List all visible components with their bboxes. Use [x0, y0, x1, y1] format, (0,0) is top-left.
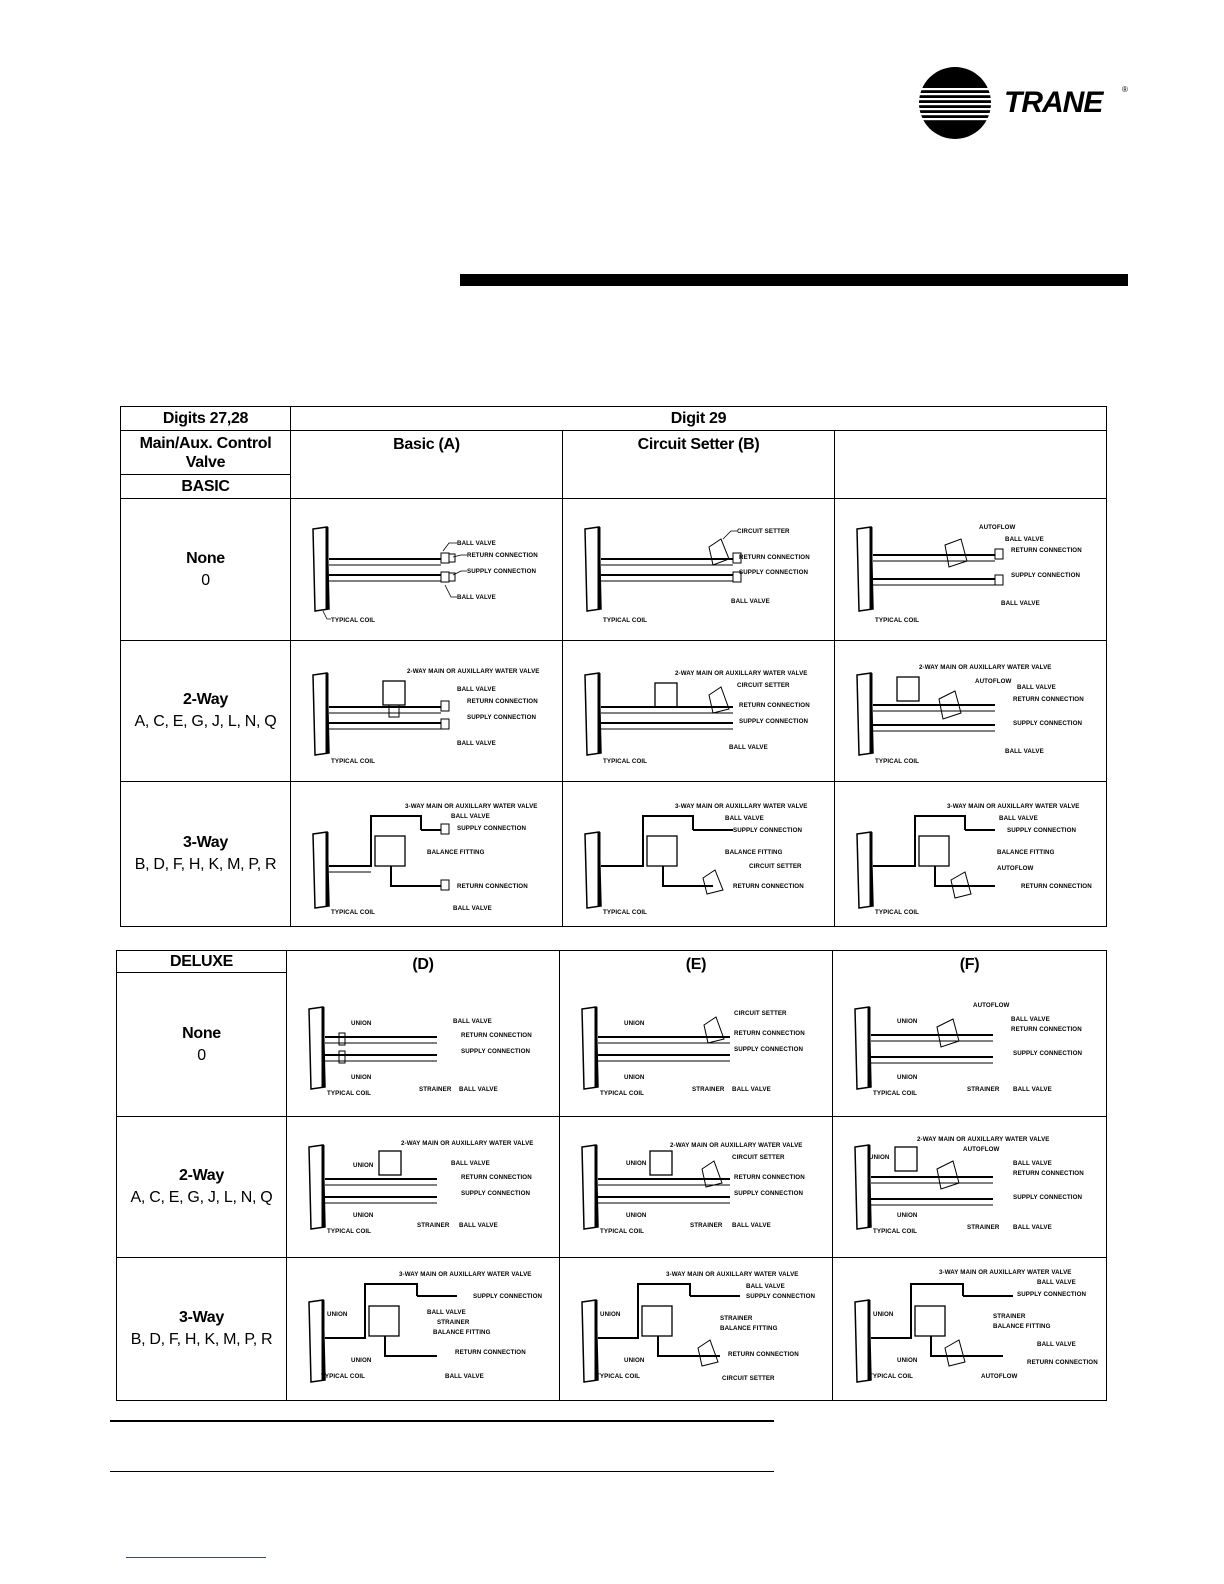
svg-text:BALL VALVE: BALL VALVE [451, 813, 490, 820]
svg-text:BALL VALVE: BALL VALVE [427, 1309, 466, 1316]
section-label-basic: BASIC [121, 475, 291, 499]
svg-text:UNION: UNION [351, 1357, 372, 1364]
diagram-deluxe-none-f [833, 951, 1107, 1117]
svg-text:AUTOFLOW: AUTOFLOW [981, 1373, 1018, 1380]
svg-text:RETURN CONNECTION: RETURN CONNECTION [1011, 1026, 1082, 1033]
svg-text:UNION: UNION [873, 1311, 894, 1318]
diagram-basic-none-a [291, 499, 563, 641]
svg-text:BALL VALVE: BALL VALVE [1011, 1016, 1050, 1023]
svg-text:SUPPLY CONNECTION: SUPPLY CONNECTION [739, 718, 809, 725]
svg-text:SUPPLY CONNECTION: SUPPLY CONNECTION [467, 714, 537, 721]
svg-text:2-WAY MAIN OR AUXILLARY WATER: 2-WAY MAIN OR AUXILLARY WATER VALVE [407, 668, 540, 675]
svg-text:RETURN CONNECTION: RETURN CONNECTION [734, 1174, 805, 1181]
svg-text:AUTOFLOW: AUTOFLOW [973, 1002, 1010, 1009]
svg-text:3-WAY MAIN OR AUXILLARY WATER: 3-WAY MAIN OR AUXILLARY WATER VALVE [405, 803, 538, 810]
svg-text:BALL VALVE: BALL VALVE [731, 598, 770, 605]
diagram-basic-3way-a [291, 782, 563, 927]
svg-text:BALL VALVE: BALL VALVE [746, 1283, 785, 1290]
diagram-deluxe-3way-d [287, 1258, 560, 1401]
svg-text:TYPICAL COIL: TYPICAL COIL [875, 758, 920, 765]
svg-text:UNION: UNION [624, 1074, 645, 1081]
svg-text:AUTOFLOW: AUTOFLOW [979, 524, 1016, 531]
svg-text:STRAINER: STRAINER [720, 1315, 753, 1322]
svg-text:SUPPLY CONNECTION: SUPPLY CONNECTION [457, 825, 527, 832]
svg-text:BALL VALVE: BALL VALVE [457, 594, 496, 601]
svg-text:AUTOFLOW: AUTOFLOW [963, 1146, 1000, 1153]
svg-text:RETURN CONNECTION: RETURN CONNECTION [1021, 883, 1092, 890]
svg-text:BALANCE FITTING: BALANCE FITTING [427, 849, 485, 856]
svg-text:SUPPLY CONNECTION: SUPPLY CONNECTION [734, 1190, 804, 1197]
svg-text:CIRCUIT SETTER: CIRCUIT SETTER [732, 1154, 785, 1161]
svg-text:TYPICAL COIL: TYPICAL COIL [873, 1228, 918, 1235]
section-label-deluxe: DELUXE [117, 951, 287, 973]
svg-text:UNION: UNION [353, 1212, 374, 1219]
svg-text:RETURN CONNECTION: RETURN CONNECTION [734, 1030, 805, 1037]
svg-text:UNION: UNION [626, 1212, 647, 1219]
svg-text:CIRCUIT SETTER: CIRCUIT SETTER [737, 682, 790, 689]
svg-text:TYPICAL COIL: TYPICAL COIL [331, 758, 376, 765]
svg-text:BALL VALVE: BALL VALVE [445, 1373, 484, 1380]
svg-text:SUPPLY CONNECTION: SUPPLY CONNECTION [734, 1046, 804, 1053]
svg-text:RETURN CONNECTION: RETURN CONNECTION [728, 1351, 799, 1358]
deluxe-row-label-3-way: 3-Way B, D, F, H, K, M, P, R [117, 1258, 287, 1401]
svg-text:TYPICAL COIL: TYPICAL COIL [875, 617, 920, 624]
svg-text:BALL VALVE: BALL VALVE [457, 540, 496, 547]
svg-text:STRAINER: STRAINER [437, 1319, 470, 1326]
svg-text:TYPICAL COIL: TYPICAL COIL [327, 1090, 372, 1097]
header-main-aux-control-valve: Main/Aux. Control Valve [121, 431, 291, 475]
diagram-basic-3way-b [563, 782, 835, 927]
svg-text:TYPICAL COIL: TYPICAL COIL [603, 758, 648, 765]
svg-text:CIRCUIT SETTER: CIRCUIT SETTER [734, 1010, 787, 1017]
svg-text:STRAINER: STRAINER [967, 1224, 1000, 1231]
svg-text:BALANCE FITTING: BALANCE FITTING [725, 849, 783, 856]
svg-text:SUPPLY CONNECTION: SUPPLY CONNECTION [473, 1293, 543, 1300]
svg-text:BALANCE FITTING: BALANCE FITTING [993, 1323, 1051, 1330]
svg-text:RETURN CONNECTION: RETURN CONNECTION [461, 1174, 532, 1181]
svg-text:UNION: UNION [897, 1074, 918, 1081]
row-label-3-way: 3-Way B, D, F, H, K, M, P, R [121, 782, 291, 927]
svg-text:SUPPLY CONNECTION: SUPPLY CONNECTION [739, 569, 809, 576]
svg-text:SUPPLY CONNECTION: SUPPLY CONNECTION [1013, 720, 1083, 727]
column-basic-a: Basic (A) [291, 431, 563, 499]
diagram-basic-2way-b [563, 641, 835, 782]
svg-text:SUPPLY CONNECTION: SUPPLY CONNECTION [1007, 827, 1077, 834]
svg-text:UNION: UNION [327, 1311, 348, 1318]
svg-text:RETURN CONNECTION: RETURN CONNECTION [733, 883, 804, 890]
svg-text:3-WAY MAIN OR AUXILLARY WATER: 3-WAY MAIN OR AUXILLARY WATER VALVE [939, 1269, 1072, 1276]
svg-text:UNION: UNION [897, 1212, 918, 1219]
svg-text:BALL VALVE: BALL VALVE [732, 1222, 771, 1229]
svg-text:CIRCUIT SETTER: CIRCUIT SETTER [737, 528, 790, 535]
diagram-basic-none-b [563, 499, 835, 641]
diagram-basic-3way-c [835, 782, 1107, 927]
svg-text:SUPPLY CONNECTION: SUPPLY CONNECTION [1011, 572, 1081, 579]
diagram-basic-2way-a [291, 641, 563, 782]
svg-text:SUPPLY CONNECTION: SUPPLY CONNECTION [1013, 1194, 1083, 1201]
svg-text:2-WAY MAIN OR AUXILLARY WATER: 2-WAY MAIN OR AUXILLARY WATER VALVE [401, 1140, 534, 1147]
column-blank [835, 431, 1107, 499]
svg-text:BALL VALVE: BALL VALVE [1037, 1279, 1076, 1286]
svg-text:STRAINER: STRAINER [993, 1313, 1026, 1320]
svg-text:RETURN CONNECTION: RETURN CONNECTION [739, 702, 810, 709]
svg-text:SUPPLY CONNECTION: SUPPLY CONNECTION [746, 1293, 816, 1300]
column-f: (F) [959, 956, 980, 973]
footnote-rule-1 [110, 1420, 774, 1422]
svg-text:TYPICAL COIL: TYPICAL COIL [331, 909, 376, 916]
trane-logo [918, 66, 1138, 140]
svg-text:TYPICAL COIL: TYPICAL COIL [869, 1373, 914, 1380]
svg-text:3-WAY MAIN OR AUXILLARY WATER: 3-WAY MAIN OR AUXILLARY WATER VALVE [947, 803, 1080, 810]
svg-text:BALL VALVE: BALL VALVE [453, 905, 492, 912]
diagram-deluxe-none-e [560, 951, 833, 1117]
svg-text:BALL VALVE: BALL VALVE [457, 740, 496, 747]
svg-text:SUPPLY CONNECTION: SUPPLY CONNECTION [1013, 1050, 1083, 1057]
diagram-deluxe-none-d [287, 951, 560, 1117]
svg-text:CIRCUIT SETTER: CIRCUIT SETTER [749, 863, 802, 870]
svg-text:BALL VALVE: BALL VALVE [1017, 684, 1056, 691]
svg-text:RETURN CONNECTION: RETURN CONNECTION [1011, 547, 1082, 554]
basic-valve-table [120, 406, 1107, 927]
diagram-deluxe-3way-e [560, 1258, 833, 1401]
svg-text:RETURN CONNECTION: RETURN CONNECTION [1013, 1170, 1084, 1177]
svg-text:TYPICAL COIL: TYPICAL COIL [327, 1228, 372, 1235]
svg-text:BALL VALVE: BALL VALVE [999, 815, 1038, 822]
svg-text:STRAINER: STRAINER [692, 1086, 725, 1093]
svg-text:STRAINER: STRAINER [417, 1222, 450, 1229]
svg-text:BALL VALVE: BALL VALVE [1013, 1160, 1052, 1167]
svg-text:UNION: UNION [351, 1074, 372, 1081]
deluxe-valve-table [116, 950, 1107, 1401]
svg-text:3-WAY MAIN OR AUXILLARY WATER: 3-WAY MAIN OR AUXILLARY WATER VALVE [666, 1271, 799, 1278]
svg-text:BALL VALVE: BALL VALVE [451, 1160, 490, 1167]
svg-text:TYPICAL COIL: TYPICAL COIL [603, 909, 648, 916]
svg-text:UNION: UNION [626, 1160, 647, 1167]
svg-text:RETURN CONNECTION: RETURN CONNECTION [739, 554, 810, 561]
svg-text:CIRCUIT SETTER: CIRCUIT SETTER [722, 1375, 775, 1382]
svg-text:UNION: UNION [353, 1162, 374, 1169]
svg-text:3-WAY MAIN OR AUXILLARY WATER: 3-WAY MAIN OR AUXILLARY WATER VALVE [399, 1271, 532, 1278]
svg-text:STRAINER: STRAINER [419, 1086, 452, 1093]
svg-text:BALL VALVE: BALL VALVE [459, 1222, 498, 1229]
svg-text:RETURN CONNECTION: RETURN CONNECTION [457, 883, 528, 890]
svg-text:TYPICAL COIL: TYPICAL COIL [600, 1228, 645, 1235]
deluxe-row-label-none: None 0 [117, 973, 287, 1117]
svg-text:UNION: UNION [897, 1018, 918, 1025]
diagram-deluxe-2way-d [287, 1117, 560, 1258]
column-circuit-setter-b: Circuit Setter (B) [563, 431, 835, 499]
svg-text:SUPPLY CONNECTION: SUPPLY CONNECTION [467, 568, 537, 575]
svg-text:RETURN CONNECTION: RETURN CONNECTION [1013, 696, 1084, 703]
svg-text:BALL VALVE: BALL VALVE [457, 686, 496, 693]
svg-text:BALL VALVE: BALL VALVE [459, 1086, 498, 1093]
svg-text:STRAINER: STRAINER [690, 1222, 723, 1229]
svg-text:BALL VALVE: BALL VALVE [1013, 1086, 1052, 1093]
row-label-none: None 0 [121, 499, 291, 641]
svg-text:TYPICAL COIL: TYPICAL COIL [321, 1373, 366, 1380]
svg-text:BALANCE FITTING: BALANCE FITTING [720, 1325, 778, 1332]
svg-text:UNION: UNION [897, 1357, 918, 1364]
svg-text:2-WAY MAIN OR AUXILLARY WATER: 2-WAY MAIN OR AUXILLARY WATER VALVE [917, 1136, 1050, 1143]
svg-text:SUPPLY CONNECTION: SUPPLY CONNECTION [733, 827, 803, 834]
svg-text:BALL VALVE: BALL VALVE [453, 1018, 492, 1025]
svg-text:BALL VALVE: BALL VALVE [1005, 536, 1044, 543]
header-digits-27-28: Digits 27,28 [121, 407, 291, 431]
svg-text:2-WAY MAIN OR AUXILLARY WATER: 2-WAY MAIN OR AUXILLARY WATER VALVE [675, 670, 808, 677]
svg-text:RETURN CONNECTION: RETURN CONNECTION [467, 698, 538, 705]
svg-text:RETURN CONNECTION: RETURN CONNECTION [1027, 1359, 1098, 1366]
svg-text:2-WAY MAIN OR AUXILLARY WATER: 2-WAY MAIN OR AUXILLARY WATER VALVE [919, 664, 1052, 671]
svg-text:UNION: UNION [351, 1020, 372, 1027]
svg-text:BALL VALVE: BALL VALVE [1005, 748, 1044, 755]
svg-text:2-WAY MAIN OR AUXILLARY WATER: 2-WAY MAIN OR AUXILLARY WATER VALVE [670, 1142, 803, 1149]
svg-text:3-WAY MAIN OR AUXILLARY WATER: 3-WAY MAIN OR AUXILLARY WATER VALVE [675, 803, 808, 810]
brand-name: TRANE [1004, 86, 1103, 119]
svg-text:BALL VALVE: BALL VALVE [732, 1086, 771, 1093]
svg-text:TYPICAL COIL: TYPICAL COIL [875, 909, 920, 916]
diagram-basic-none-c [835, 499, 1107, 641]
svg-text:RETURN CONNECTION: RETURN CONNECTION [461, 1032, 532, 1039]
svg-text:SUPPLY CONNECTION: SUPPLY CONNECTION [461, 1190, 531, 1197]
svg-text:BALL VALVE: BALL VALVE [729, 744, 768, 751]
svg-text:UNION: UNION [869, 1154, 890, 1161]
svg-text:AUTOFLOW: AUTOFLOW [975, 678, 1012, 685]
svg-text:TYPICAL COIL: TYPICAL COIL [596, 1373, 641, 1380]
header-rule [460, 274, 1128, 286]
diagram-deluxe-2way-e [560, 1117, 833, 1258]
svg-text:SUPPLY CONNECTION: SUPPLY CONNECTION [1017, 1291, 1087, 1298]
svg-text:BALANCE FITTING: BALANCE FITTING [997, 849, 1055, 856]
column-e: (E) [685, 956, 707, 973]
svg-text:RETURN CONNECTION: RETURN CONNECTION [455, 1349, 526, 1356]
svg-text:TYPICAL COIL: TYPICAL COIL [331, 617, 376, 624]
footer-short-rule [126, 1557, 266, 1558]
footnote-rule-2 [110, 1471, 774, 1472]
header-digit-29: Digit 29 [291, 407, 1107, 431]
svg-text:UNION: UNION [624, 1357, 645, 1364]
diagram-deluxe-3way-f [833, 1258, 1107, 1401]
svg-text:BALANCE FITTING: BALANCE FITTING [433, 1329, 491, 1336]
svg-text:UNION: UNION [624, 1020, 645, 1027]
svg-text:BALL VALVE: BALL VALVE [725, 815, 764, 822]
svg-text:UNION: UNION [600, 1311, 621, 1318]
svg-text:AUTOFLOW: AUTOFLOW [997, 865, 1034, 872]
svg-text:TYPICAL COIL: TYPICAL COIL [600, 1090, 645, 1097]
svg-text:TYPICAL COIL: TYPICAL COIL [603, 617, 648, 624]
svg-text:BALL VALVE: BALL VALVE [1001, 600, 1040, 607]
svg-text:BALL VALVE: BALL VALVE [1013, 1224, 1052, 1231]
svg-text:BALL VALVE: BALL VALVE [1037, 1341, 1076, 1348]
svg-text:SUPPLY CONNECTION: SUPPLY CONNECTION [461, 1048, 531, 1055]
registered-mark: ® [1122, 85, 1128, 94]
svg-text:RETURN CONNECTION: RETURN CONNECTION [467, 552, 538, 559]
row-label-2-way: 2-Way A, C, E, G, J, L, N, Q [121, 641, 291, 782]
deluxe-row-label-2-way: 2-Way A, C, E, G, J, L, N, Q [117, 1117, 287, 1258]
svg-text:TYPICAL COIL: TYPICAL COIL [873, 1090, 918, 1097]
diagram-deluxe-2way-f [833, 1117, 1107, 1258]
diagram-basic-2way-c [835, 641, 1107, 782]
column-d: (D) [412, 956, 434, 973]
svg-text:STRAINER: STRAINER [967, 1086, 1000, 1093]
